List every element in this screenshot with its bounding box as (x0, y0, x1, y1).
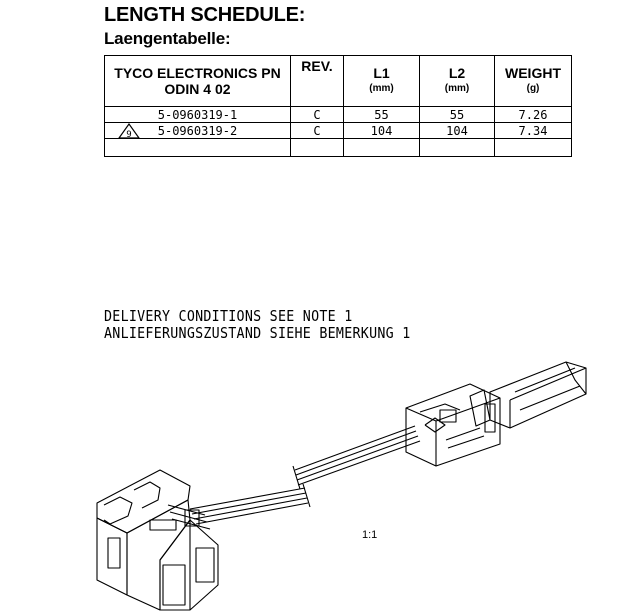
part-number-text: 5-0960319-2 (157, 123, 238, 138)
cell-l2: 104 (420, 123, 495, 139)
cell-rev: C (291, 107, 344, 123)
cell-weight: 7.34 (495, 123, 572, 139)
length-schedule-subtitle: Laengentabelle: (104, 29, 231, 48)
cell-rev: C (291, 123, 344, 139)
revision-marker-number: 9 (126, 130, 132, 139)
scale-label: 1:1 (362, 529, 378, 541)
right-connector-housing (406, 384, 500, 466)
cable-upper-segment (295, 426, 420, 485)
cell-l2: 55 (420, 107, 495, 123)
header-l2-label: L2 (448, 65, 466, 81)
cell-weight: 7.26 (495, 107, 572, 123)
cable-lower-segment (190, 488, 308, 524)
note-line-en: DELIVERY CONDITIONS SEE NOTE 1 (104, 307, 353, 325)
header-weight-label: WEIGHT (505, 65, 561, 81)
note-line-de: ANLIEFERUNGSZUSTAND SIEHE BEMERKUNG 1 (104, 324, 411, 342)
header-part-number-line2: ODIN 4 02 (164, 81, 231, 97)
cell-l1: 55 (344, 107, 420, 123)
header-weight-unit: (g) (526, 83, 540, 94)
header-l1-unit: (mm) (369, 83, 394, 94)
left-connector-housing (97, 470, 218, 610)
header-l2-unit: (mm) (444, 83, 470, 94)
header-l1-label: L1 (373, 65, 390, 81)
header-part-number-line1: TYCO ELECTRONICS PN (114, 65, 281, 81)
cell-part-number: 5-0960319-1 (105, 107, 291, 123)
header-rev-label: REV. (301, 58, 333, 74)
cell-l1: 104 (344, 123, 420, 139)
right-connector-sleeve (490, 362, 586, 428)
length-schedule-title: LENGTH SCHEDULE: (104, 4, 306, 26)
